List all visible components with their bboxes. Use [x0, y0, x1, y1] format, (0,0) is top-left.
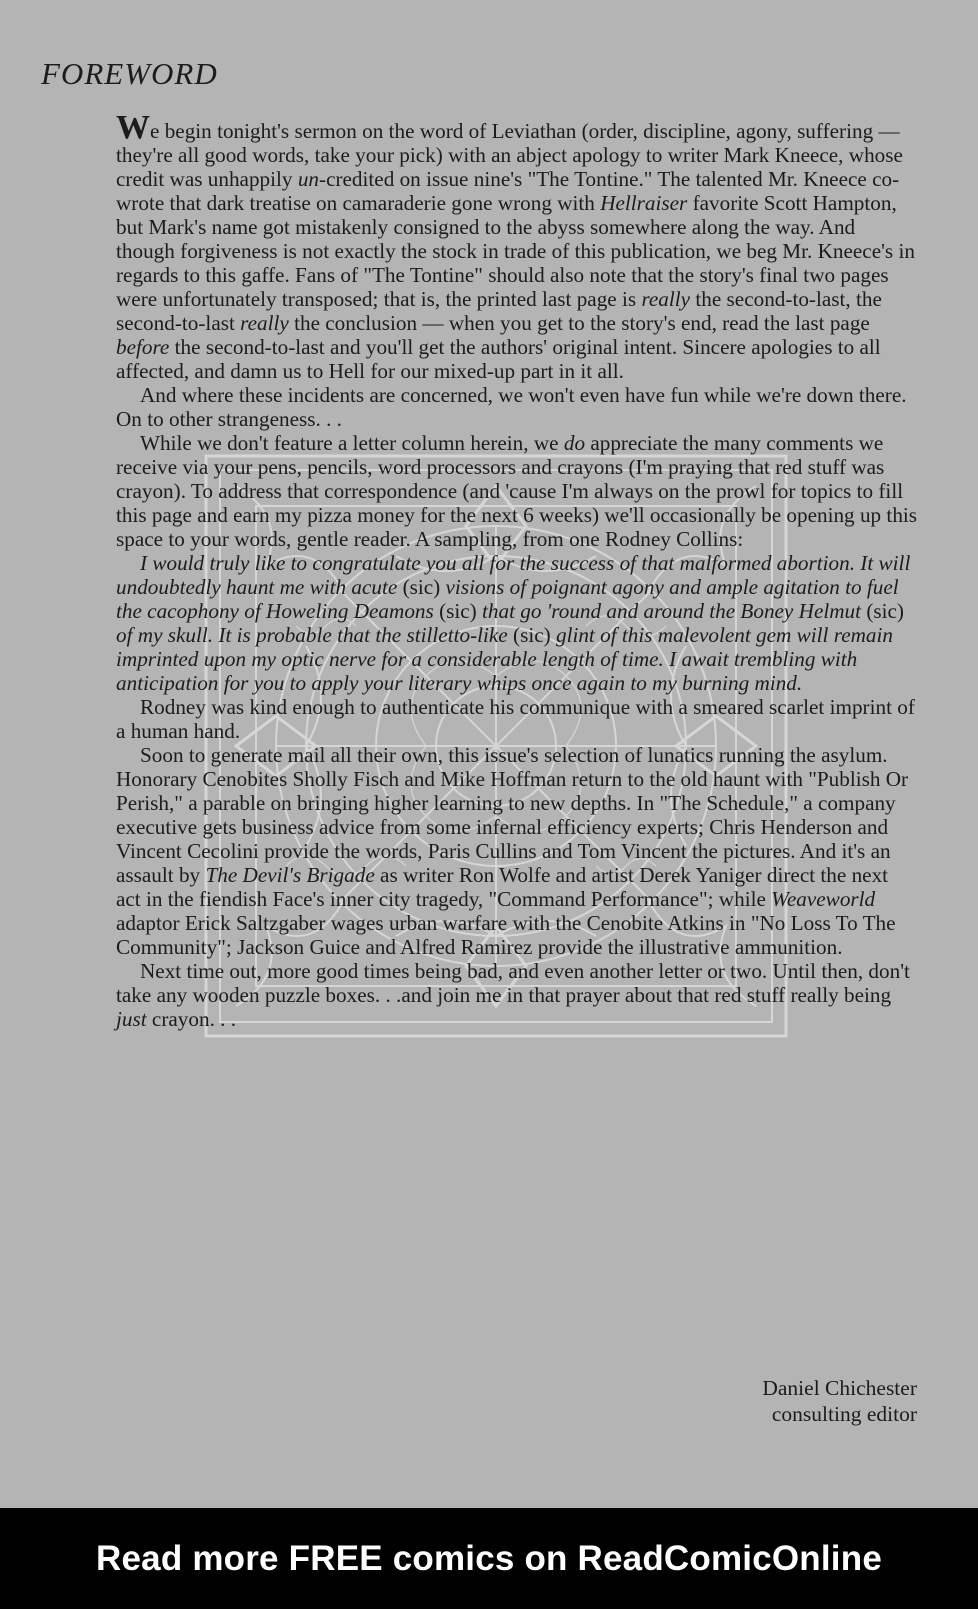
italic-run: un- — [297, 167, 327, 191]
text-run: Soon to generate mail all their own, this issue's selection of lunatics running the asylum. Honorary Cenobites Sholly Fisch and Mike Hoffman return to the old haunt with "Publish Or Perish," a parable on bringing higher learning to new depths. In "The Schedule," a company executive gets business advice from some infernal efficiency experts; Chris Henderson and Vincent Cecolini provide the words, Paris Cullins and Tom Vincent the pictures. And it's an assault by — [116, 743, 909, 887]
promo-banner[interactable] — [0, 1508, 978, 1609]
text-run: the second-to-last and you'll get the authors' original intent. Sincere apologies to all affected, and damn us to Hell for our mixed-up part in it all. — [116, 335, 881, 383]
text-run: crayon. . . — [146, 1007, 237, 1031]
drop-cap: W — [116, 109, 150, 146]
signature-role: consulting editor — [771, 1402, 917, 1426]
text-run: the second-to-last, the second-to-last — [116, 287, 882, 335]
italic-run: Weaveworld — [771, 887, 876, 911]
paragraph-1 — [116, 109, 918, 383]
paragraph-6 — [116, 959, 918, 1031]
italic-run: The Devil's Brigade — [205, 863, 375, 887]
signature-block — [762, 1375, 917, 1427]
promo-banner-text[interactable]: Read more FREE comics on ReadComicOnline — [96, 1538, 882, 1578]
paragraph-5 — [116, 743, 918, 959]
text-run: as writer Ron Wolfe and artist Derek Yaniger direct the next act in the fiendish Face's inner city tragedy, "Command Performance"; while — [116, 863, 889, 911]
italic-run: just — [116, 1007, 147, 1031]
text-run: favorite Scott Hampton, but Mark's name got mistakenly consigned to the abyss somewhere along the way. And though forgiveness is not exactly the stock in trade of this publication, we beg Mr. Kneece's in regards to this gaffe. Fans of "The Tontine" should also note that the story's final two pages were unfortunately transposed; that is, the printed last page is — [116, 191, 915, 311]
italic-run: glint of this malevolent gem will remain imprinted upon my optic nerve for a considerable length of time. I await trembling with anticipation for you to apply your literary whips once again to my burning mind. — [116, 623, 893, 695]
sic-note: (sic) — [397, 575, 446, 599]
signature-name: Daniel Chichester — [762, 1376, 917, 1400]
text-run: e begin tonight's sermon on the word of Leviathan (order, discipline, agony, suffering — they're all good words, take your pick) with an abject apology to writer Mark Kneece, whose credit was unhappily — [116, 119, 903, 191]
sic-note: (sic) — [861, 599, 904, 623]
sic-note: (sic) — [433, 599, 483, 623]
italic-run: do — [563, 431, 586, 455]
foreword-body — [116, 109, 918, 1031]
italic-run: before — [116, 335, 170, 359]
paragraph-3 — [116, 431, 918, 551]
text-run: credited on issue nine's "The Tontine." The talented Mr. Kneece co-wrote that dark treatise on camaraderie gone wrong with — [116, 167, 900, 215]
paragraph-4: Rodney was kind enough to authenticate his communique with a smeared scarlet imprint of a human hand. — [116, 695, 915, 743]
italic-run: really — [641, 287, 691, 311]
italic-run: really — [240, 311, 289, 335]
paragraph-2: And where these incidents are concerned, we won't even have fun while we're down there. On to other strangeness. . . — [116, 383, 907, 431]
text-run: Next time out, more good times being bad, and even another letter or two. Until then, don't take any wooden puzzle boxes. . .and join me in that prayer about that red stuff really being — [116, 959, 910, 1007]
italic-run: I would truly like to congratulate you all for the success of that malformed abortion. It will undoubtedly haunt me with acute — [116, 551, 911, 599]
italic-run: Hellraiser — [600, 191, 688, 215]
reader-letter-quote — [116, 551, 918, 695]
page-title: FOREWORD — [41, 56, 218, 91]
italic-run: that go 'round and around the Boney Helmut — [482, 599, 862, 623]
text-run: While we don't feature a letter column herein, we — [140, 431, 564, 455]
italic-run: visions of poignant agony and ample agitation to fuel the cacophony of Howeling Deamons — [116, 575, 899, 623]
sic-note: (sic) — [507, 623, 556, 647]
italic-run: of my skull. It is probable that the stilletto-like — [116, 623, 508, 647]
text-run: adaptor Erick Saltzgaber wages urban warfare with the Cenobite Atkins in "No Loss To The Community"; Jackson Guice and Alfred Ramirez provide the illustrative ammunition. — [116, 911, 896, 959]
text-run: appreciate the many comments we receive via your pens, pencils, word processors and crayons (I'm praying that red stuff was crayon). To address that correspondence (and 'cause I'm always on the prowl for topics to fill this page and earn my pizza money for the next 6 weeks) we'll occasionally be opening up this space to your words, gentle reader. A sampling, from one Rodney Collins: — [116, 431, 918, 551]
text-run: the conclusion — when you get to the story's end, read the last page — [288, 311, 870, 335]
